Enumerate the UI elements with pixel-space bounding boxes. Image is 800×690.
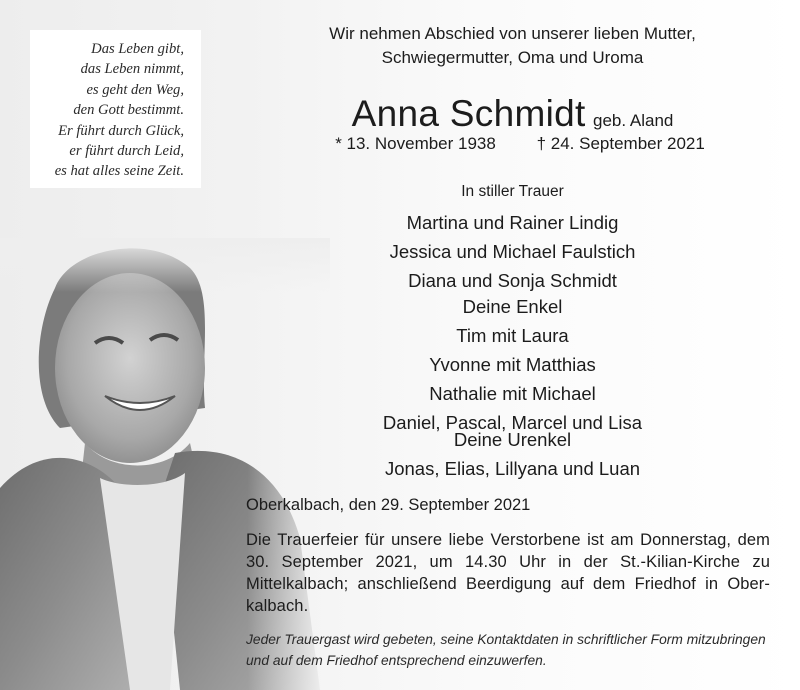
- poem-line: Er führt durch Glück,: [58, 122, 184, 139]
- poem-line: Das Leben gibt,: [91, 41, 184, 57]
- mourner-entry: Daniel, Pascal, Marcel und Lisa: [382, 412, 643, 433]
- mourner-entry: Jonas, Elias, Lillyana und Luan: [384, 458, 641, 479]
- place-and-date: Oberkalbach, den 29. September 2021: [246, 496, 531, 514]
- mourner-entry: Deine Urenkel: [453, 429, 572, 450]
- great-grandchildren-list: [290, 425, 735, 483]
- poem-line: das Leben nimmt,: [80, 61, 184, 78]
- mourner-entry: Tim mit Laura: [456, 325, 569, 346]
- poem-line: er führt durch Leid,: [69, 143, 184, 160]
- mourner-entry: Nathalie mit Michael: [429, 383, 596, 404]
- mourner-entry: Diana und Sonja Schmidt: [408, 270, 617, 291]
- death-date: † 24. September 2021: [536, 134, 705, 153]
- intro-text: [290, 22, 735, 70]
- deceased-name: Anna Schmidt: [351, 93, 586, 134]
- mourner-entry: Yvonne mit Matthias: [429, 354, 596, 375]
- grandchildren-list: [290, 292, 735, 437]
- poem-box: [30, 30, 201, 188]
- children-list: [290, 208, 735, 295]
- poem-line: es hat alles seine Zeit.: [54, 163, 184, 180]
- portrait-photo: [0, 238, 330, 690]
- intro-line: Wir nehmen Abschied von unserer lieben Mutter,: [329, 24, 696, 43]
- intro-line: Schwiegermutter, Oma und Uroma: [381, 48, 644, 67]
- mourner-entry: Jessica und Michael Faulstich: [389, 241, 636, 262]
- poem-line: es geht den Weg,: [86, 81, 184, 98]
- poem-line: den Gott bestimmt.: [73, 102, 184, 119]
- mourner-entry: Martina und Rainer Lindig: [406, 212, 619, 233]
- ceremony-details: Die Trauerfeier für unsere liebe Verstorbene ist am Donnerstag, dem 30. September 2021, um 14.30 Uhr in der St.-Kilian-Kirche zu Mittelkalbach; anschließend Beerdigung auf dem Friedhof in Ober-kalbach.: [246, 531, 770, 615]
- birth-date: * 13. November 1938: [335, 134, 496, 153]
- mourner-entry: Deine Enkel: [462, 296, 563, 317]
- life-dates: [300, 134, 740, 154]
- maiden-name: geb. Aland: [593, 111, 674, 130]
- guest-note: Jeder Trauergast wird gebeten, seine Kontaktdaten in schriftlicher Form mitzubringen und auf dem Friedhof entsprechend einzuwerfen.: [246, 632, 766, 668]
- mourning-intro: In stiller Trauer: [461, 183, 564, 200]
